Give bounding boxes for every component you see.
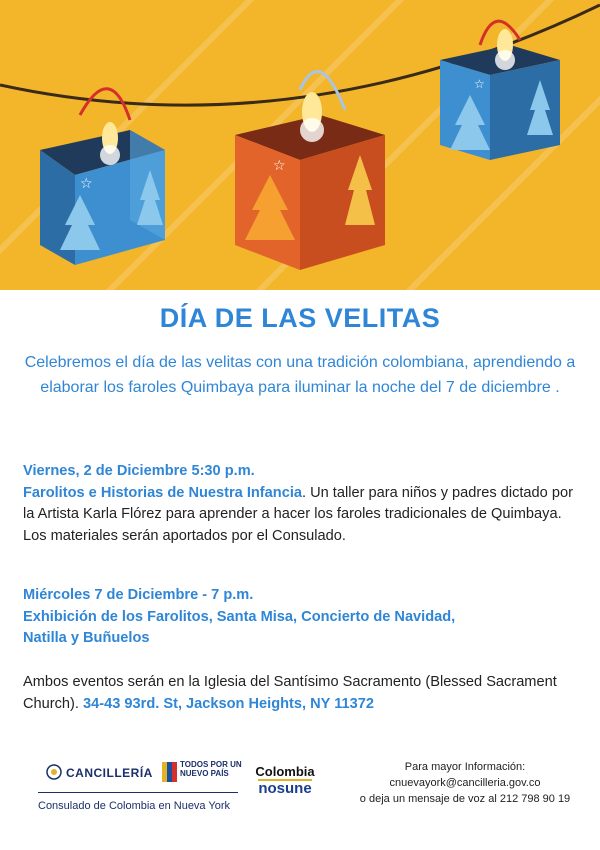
coat-of-arms-icon xyxy=(46,764,62,780)
npn-line-2: NUEVO PAÍS xyxy=(180,769,229,778)
location-paragraph xyxy=(23,672,583,715)
footer xyxy=(0,745,600,845)
nuevo-pais-text xyxy=(180,760,242,778)
logo-divider xyxy=(38,792,238,793)
lantern-illustration xyxy=(0,0,600,290)
event-1 xyxy=(23,461,583,547)
info-title: Para mayor Información: xyxy=(404,761,526,773)
consulado-label: Consulado de Colombia en Nueva York xyxy=(38,800,231,812)
intro-paragraph: Celebremos el día de las velitas con una tradición colombiana, aprendiendo a elaborar los faroles Quimbaya para iluminar la noche del 7 de diciembre . xyxy=(24,354,576,396)
svg-text:☆: ☆ xyxy=(273,158,286,174)
event-2-date: Miércoles 7 de Diciembre - 7 p.m. xyxy=(23,587,254,603)
page-title: DÍA DE LAS VELITAS xyxy=(159,303,441,333)
colombia-nos-une-logo xyxy=(250,765,320,825)
svg-text:☆: ☆ xyxy=(80,176,93,192)
cnu-colombia: Colombia xyxy=(255,764,315,779)
event-1-body xyxy=(23,483,583,548)
lantern-banner xyxy=(0,0,600,290)
cancilleria-label: CANCILLERÍA xyxy=(66,766,153,780)
todos-por-un-nuevo-pais-logo xyxy=(160,760,242,790)
nuevo-pais-icon xyxy=(160,760,178,784)
svg-text:☆: ☆ xyxy=(474,77,485,91)
location-address: 34-43 93rd. St, Jackson Heights, NY 11372 xyxy=(83,695,374,712)
event-1-name: Farolitos e Historias de Nuestra Infancia xyxy=(23,484,302,501)
event-1-description: . Un taller para niños y padres dictado por la Artista Karla Flórez para aprender a hacer los faroles tradicionales de Quimbaya. Los materiales serán aportados por el Consulado. xyxy=(23,484,573,544)
npn-line-1: TODOS POR UN xyxy=(180,760,242,769)
event-2 xyxy=(23,585,583,650)
event-2-line-2: Natilla y Buñuelos xyxy=(23,630,150,646)
contact-info xyxy=(330,759,600,807)
location-text: Ambos eventos serán en la Iglesia del Santísimo Sacramento (Blessed Sacrament Church). xyxy=(23,674,557,712)
event-1-date: Viernes, 2 de Diciembre 5:30 p.m. xyxy=(23,463,255,479)
info-phone: o deja un mensaje de voz al 212 798 90 19 xyxy=(359,793,571,805)
event-2-line-1: Exhibición de los Farolitos, Santa Misa, Concierto de Navidad, xyxy=(23,608,456,625)
cnu-nosune: nosune xyxy=(258,780,312,797)
info-email[interactable]: cnuevayork@cancilleria.gov.co xyxy=(389,777,541,789)
